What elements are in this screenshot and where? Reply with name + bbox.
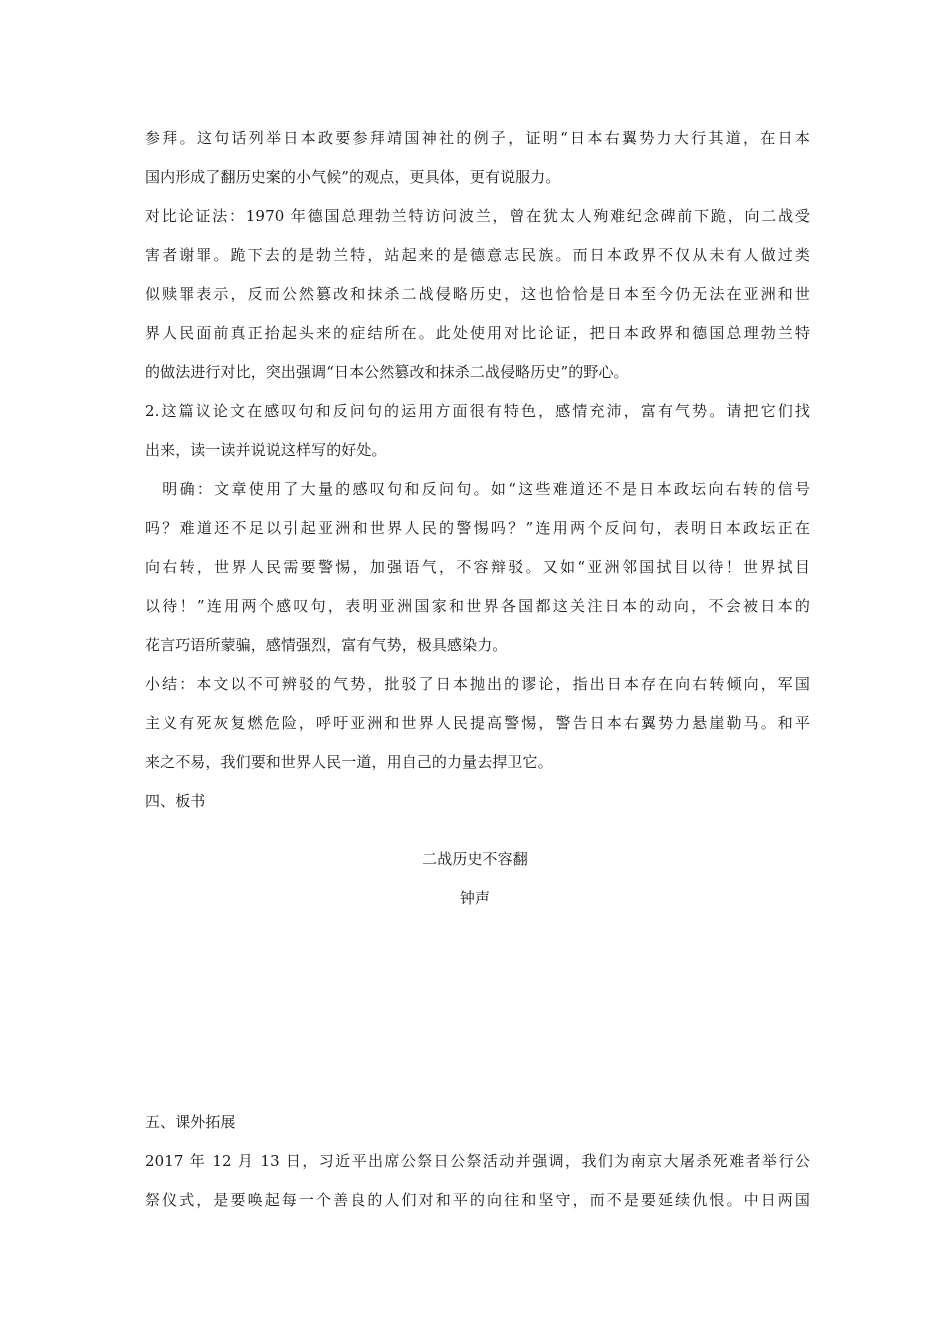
paragraph-line: 2017 年 12 月 13 日，习近平出席公祭日公祭活动并强调，我们为南京大屠杀死难者举行公 <box>145 1152 810 1170</box>
section-heading-extension: 五、课外拓展 <box>145 1113 236 1131</box>
question-line: 出来，读一读并说说这样写的好处。 <box>145 441 387 459</box>
question-line: 2.这篇议论文在感叹句和反问句的运用方面很有特色，感情充沛，富有气势。请把它们找 <box>145 402 810 420</box>
paragraph-line: 国内形成了翻历史案的小气候”的观点，更具体，更有说服力。 <box>145 168 561 186</box>
paragraph-line: 界人民面前真正抬起头来的症结所在。此处使用对比论证，把日本政界和德国总理勃兰特 <box>145 324 810 342</box>
summary-line: 主义有死灰复燃危险，呼吁亚洲和世界人民提高警惕，警告日本右翼势力悬崖勒马。和平 <box>145 714 810 732</box>
paragraph-line: 参拜。这句话列举日本政要参拜靖国神社的例子，证明“日本右翼势力大行其道，在日本 <box>145 129 810 147</box>
answer-line: 吗？难道还不足以引起亚洲和世界人民的警惕吗？”连用两个反问句，表明日本政坛正在 <box>145 519 810 537</box>
board-title: 二战历史不容翻 <box>422 850 528 868</box>
paragraph-line: 的做法进行对比，突出强调“日本公然篡改和抹杀二战侵略历史”的野心。 <box>145 363 629 381</box>
answer-line: 以待！”连用两个感叹句，表明亚洲国家和世界各国都这关注日本的动向，不会被日本的 <box>145 597 810 615</box>
section-heading-board: 四、板书 <box>145 792 206 810</box>
summary-line: 来之不易，我们要和世界人民一道，用自己的力量去捍卫它。 <box>145 753 553 771</box>
answer-line: 花言巧语所蒙骗，感情强烈，富有气势，极具感染力。 <box>145 636 508 654</box>
summary-line: 小结：本文以不可辨驳的气势，批驳了日本抛出的谬论，指出日本存在向右转倾向，军国 <box>145 675 810 693</box>
answer-line: 向右转，世界人民需要警惕，加强语气，不容辩驳。又如“亚洲邻国拭目以待！世界拭目 <box>145 558 810 576</box>
paragraph-line: 对比论证法：1970 年德国总理勃兰特访问波兰，曾在犹太人殉难纪念碑前下跪，向二战受 <box>145 207 810 225</box>
board-subtitle: 钟声 <box>459 889 491 907</box>
paragraph-line: 害者谢罪。跪下去的是勃兰特，站起来的是德意志民族。而日本政界不仅从未有人做过类 <box>145 246 810 264</box>
paragraph-line: 祭仪式，是要唤起每一个善良的人们对和平的向往和坚守，而不是要延续仇恨。中日两国 <box>145 1191 810 1209</box>
answer-line: 明确：文章使用了大量的感叹句和反问句。如“这些难道还不是日本政坛向右转的信号 <box>145 480 810 498</box>
paragraph-line: 似赎罪表示，反而公然篡改和抹杀二战侵略历史，这也恰恰是日本至今仍无法在亚洲和世 <box>145 285 810 303</box>
